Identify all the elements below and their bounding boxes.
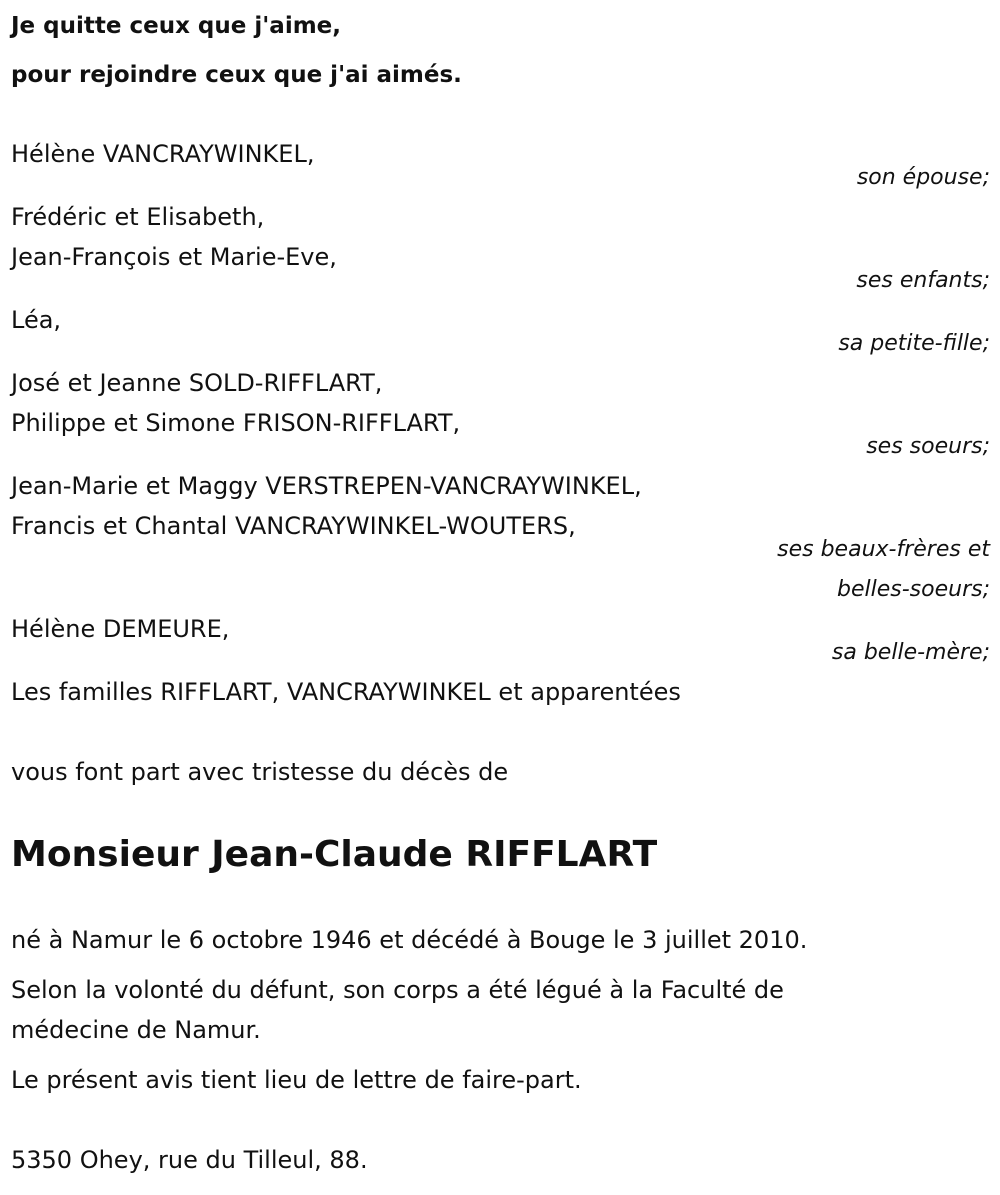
family-role-spouse: son épouse;: [856, 165, 990, 190]
body-donation-line-1: Selon la volonté du défunt, son corps a été légué à la Faculté de: [11, 976, 784, 1004]
address: 5350 Ohey, rue du Tilleul, 88.: [11, 1146, 368, 1174]
family-role-granddaughter: sa petite-fille;: [838, 331, 990, 356]
notice-line: Le présent avis tient lieu de lettre de faire-part.: [11, 1066, 582, 1094]
family-name-sister-2: Philippe et Simone FRISON-RIFFLART,: [11, 409, 461, 437]
family-name-families: Les familles RIFFLART, VANCRAYWINKEL et apparentées: [11, 678, 681, 706]
family-role-inlaws-1: ses beaux-frères et: [777, 537, 990, 562]
deceased-name: Monsieur Jean-Claude RIFFLART: [11, 834, 658, 875]
birth-death-line: né à Namur le 6 octobre 1946 et décédé à Bouge le 3 juillet 2010.: [11, 926, 808, 954]
family-name-spouse: Hélène VANCRAYWINKEL,: [11, 140, 315, 168]
body-donation-line-2: médecine de Namur.: [11, 1016, 261, 1044]
family-name-mother-in-law: Hélène DEMEURE,: [11, 615, 230, 643]
family-name-child-1: Frédéric et Elisabeth,: [11, 203, 265, 231]
epigraph-line-1: Je quitte ceux que j'aime,: [11, 13, 342, 39]
family-name-inlaw-1: Jean-Marie et Maggy VERSTREPEN-VANCRAYWINKEL,: [11, 472, 642, 500]
family-role-mother-in-law: sa belle-mère;: [831, 640, 990, 665]
family-name-granddaughter: Léa,: [11, 306, 62, 334]
family-name-inlaw-2: Francis et Chantal VANCRAYWINKEL-WOUTERS,: [11, 512, 576, 540]
family-role-children: ses enfants;: [856, 268, 990, 293]
announcement: vous font part avec tristesse du décès de: [11, 758, 509, 786]
family-role-inlaws-2: belles-soeurs;: [837, 577, 990, 602]
epigraph-line-2: pour rejoindre ceux que j'ai aimés.: [11, 62, 462, 88]
family-name-sister-1: José et Jeanne SOLD-RIFFLART,: [11, 369, 383, 397]
family-name-child-2: Jean-François et Marie-Eve,: [11, 243, 337, 271]
family-role-sisters: ses soeurs;: [866, 434, 990, 459]
